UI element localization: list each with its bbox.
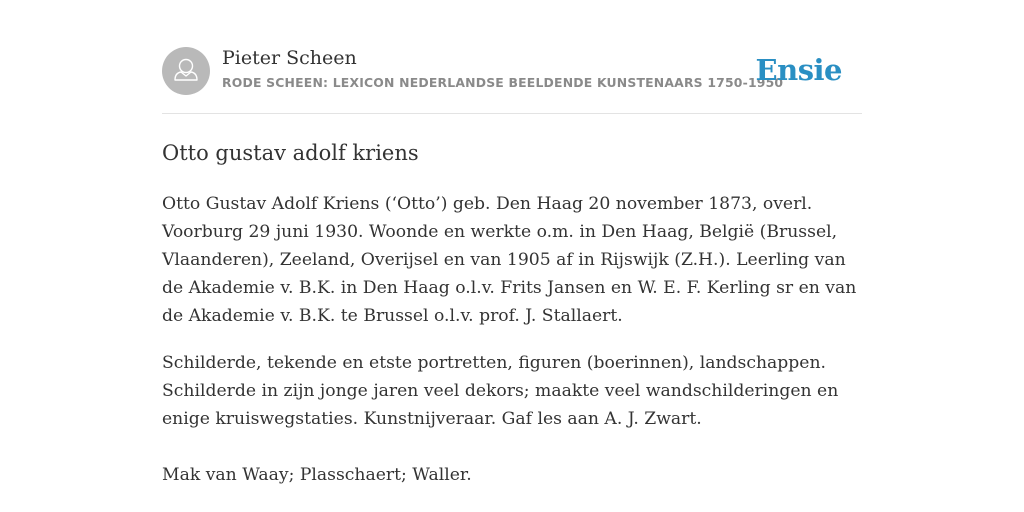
header-divider [162,113,862,114]
source-label[interactable]: RODE SCHEEN: LEXICON NEDERLANDSE BEELDENDE KUNSTENAARS 1750-1950 [222,75,784,90]
author-name[interactable]: Pieter Scheen [222,47,357,69]
paragraph-references: Mak van Waay; Plasschaert; Waller. [162,465,472,485]
article-header [162,46,862,96]
user-avatar-icon[interactable] [162,47,210,95]
paragraph-work: Schilderde, tekende en etste portretten, figuren (boerinnen), landschappen. Schilderde in zijn jonge jaren veel dekors; maakte veel wandschilderingen en enige kruiswegstaties. Kunstnijveraar. Gaf les aan A. J. Zwart. [162,353,839,429]
article-body [162,190,862,489]
ensie-logo[interactable]: Ensie [755,53,842,87]
article-title: Otto gustav adolf kriens [162,141,419,165]
paragraph-biography: Otto Gustav Adolf Kriens (‘Otto’) geb. Den Haag 20 november 1873, overl. Voorburg 29 juni 1930. Woonde en werkte o.m. in Den Haag, België (Brussel, Vlaanderen), Zeeland, Overijsel en van 1905 af in Rijswijk (Z.H.). Leerling van de Akademie v. B.K. in Den Haag o.l.v. Frits Jansen en W. E. F. Kerling sr en van de Akademie v. B.K. te Brussel o.l.v. prof. J. Stallaert. [162,194,857,326]
